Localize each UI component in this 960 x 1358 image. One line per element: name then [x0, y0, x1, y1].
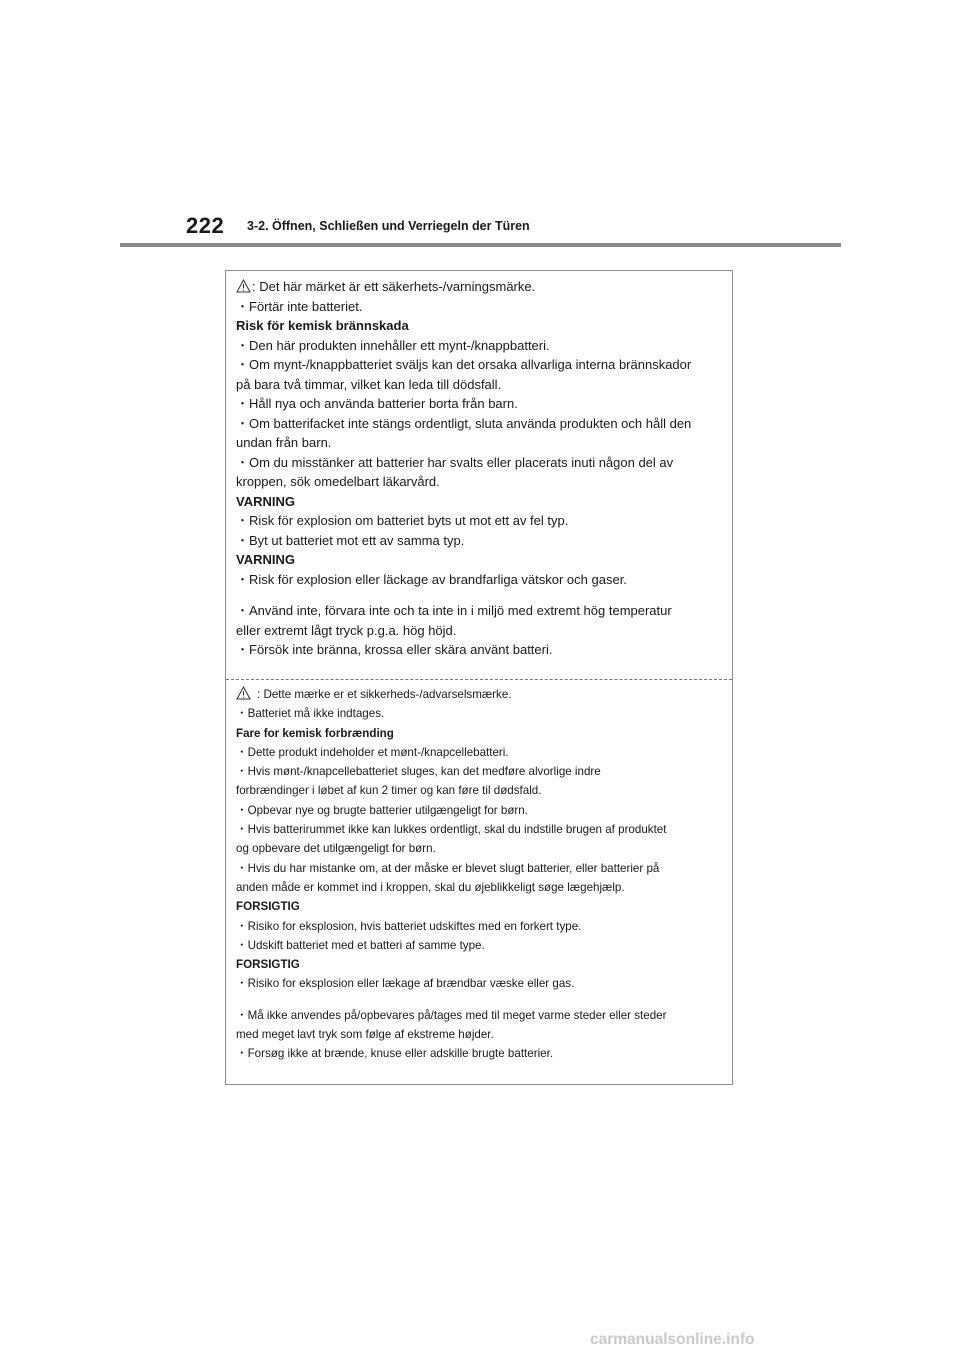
notice-box [225, 270, 733, 1085]
warning-triangle-icon [236, 686, 251, 700]
notice-heading: VARNING [236, 552, 295, 567]
section-title: 3-2. Öffnen, Schließen und Verriegeln der Türen [247, 219, 530, 233]
notice-line: ・Risk för explosion om batteriet byts ut mot ett av fel typ. [236, 513, 569, 528]
swedish-notice [236, 277, 726, 660]
notice-line: ・Om du misstänker att batterier har svalts eller placerats inuti någon del av [236, 454, 674, 470]
notice-line: ・Udskift batteriet med et batteri af samme type. [236, 938, 485, 952]
notice-line: ・Risiko for eksplosion eller lækage af brændbar væske eller gas. [236, 977, 575, 991]
notice-line: ・Hvis batterirummet ikke kan lukkes ordentligt, skal du indstille brugen af produktet [236, 823, 667, 837]
notice-line: ・Risk för explosion eller läckage av brandfarliga vätskor och gaser. [236, 571, 627, 587]
notice-line: ・Hvis du har mistanke om, at der måske er blevet slugt batterier, eller batterier på [236, 861, 660, 875]
notice-line [236, 685, 726, 704]
notice-line: forbrændinger i løbet af kun 2 timer og kan føre til dødsfald. [236, 784, 542, 798]
notice-line: kroppen, sök omedelbart läkarvård. [236, 474, 440, 489]
notice-heading: Risk för kemisk brännskada [236, 318, 409, 333]
notice-line: ・Försök inte bränna, krossa eller skära använt batteri. [236, 642, 553, 657]
safety-mark-text: : Det här märket är ett säkerhets-/varningsmärke. [252, 279, 536, 294]
notice-line: ・Förtär inte batteriet. [236, 298, 363, 314]
safety-mark-text: : Dette mærke er et sikkerheds-/advarselsmærke. [257, 688, 512, 701]
notice-line: ・Den här produkten innehåller ett mynt-/knappbatteri. [236, 337, 550, 353]
page-number: 222 [186, 213, 225, 238]
notice-line: ・Forsøg ikke at brænde, knuse eller adskille brugte batterier. [236, 1047, 554, 1061]
warning-triangle-icon [236, 279, 251, 293]
notice-line: ・Om batterifacket inte stängs ordentligt, sluta använda produkten och håll den [236, 415, 692, 431]
notice-heading: FORSIGTIG [236, 958, 300, 972]
notice-line [236, 277, 726, 297]
notice-line: ・Risiko for eksplosion, hvis batteriet udskiftes med en forkert type. [236, 919, 582, 933]
watermark: carmanualsonline.info [590, 1331, 755, 1348]
notice-heading: FORSIGTIG [236, 900, 300, 914]
notice-line: anden måde er kommet ind i kroppen, skal du øjeblikkeligt søge lægehjælp. [236, 880, 625, 894]
notice-line: ・Opbevar nye og brugte batterier utilgængeligt for børn. [236, 803, 528, 817]
danish-notice [236, 685, 726, 1064]
header-rule [120, 243, 841, 247]
notice-line: undan från barn. [236, 435, 332, 450]
notice-line: ・Använd inte, förvara inte och ta inte in i miljö med extremt hög temperatur [236, 603, 672, 618]
notice-line: ・Dette produkt indeholder et mønt-/knapcellebatteri. [236, 745, 509, 759]
notice-line: ・Om mynt-/knappbatteriet sväljs kan det orsaka allvarliga interna brännskador [236, 357, 692, 372]
notice-line: ・Hvis mønt-/knapcellebatteriet sluges, kan det medføre alvorlige indre [236, 765, 601, 779]
notice-line: eller extremt lågt tryck p.g.a. hög höjd. [236, 622, 457, 638]
section-divider [226, 679, 732, 680]
notice-heading: Fare for kemisk forbrænding [236, 726, 394, 740]
notice-line: ・Håll nya och använda batterier borta från barn. [236, 396, 518, 411]
notice-line: ・Må ikke anvendes på/opbevares på/tages med til meget varme steder eller steder [236, 1008, 667, 1022]
notice-line: ・Byt ut batteriet mot ett av samma typ. [236, 532, 465, 548]
notice-line: på bara två timmar, vilket kan leda till dödsfall. [236, 376, 502, 392]
notice-line: og opbevare det utilgængeligt for børn. [236, 842, 436, 856]
notice-heading: VARNING [236, 493, 295, 509]
notice-line: ・Batteriet må ikke indtages. [236, 707, 385, 721]
notice-line: med meget lavt tryk som følge af ekstreme højder. [236, 1028, 494, 1042]
